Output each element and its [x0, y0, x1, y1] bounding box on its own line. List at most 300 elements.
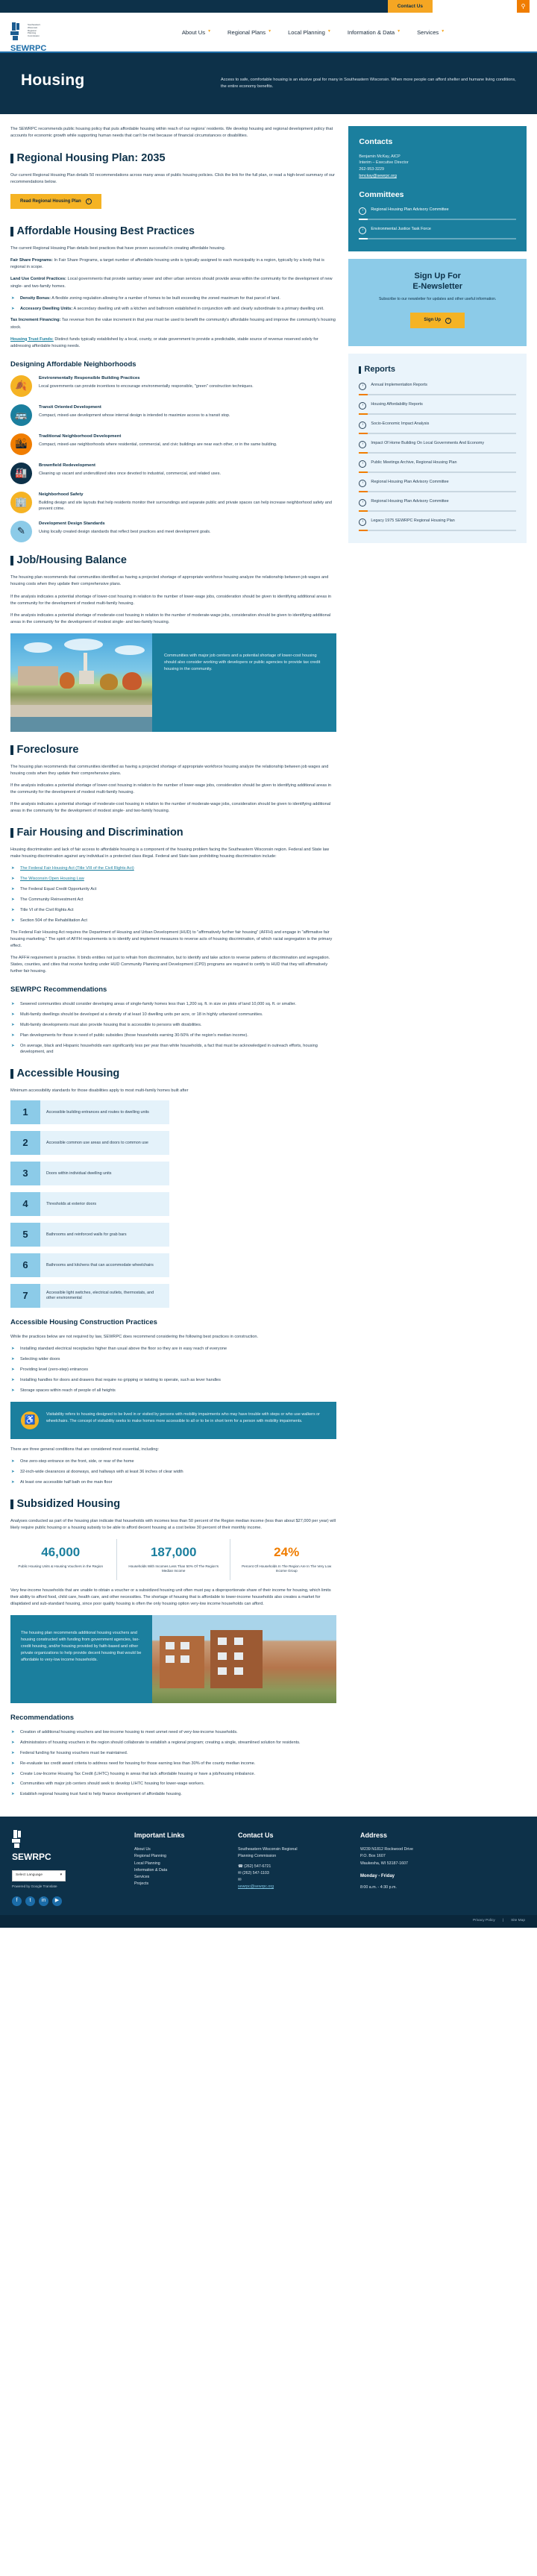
nav-label: Services: [417, 28, 439, 36]
subheading-recommendations: Recommendations: [10, 1714, 74, 1723]
list-item: ➤ Storage spaces within reach of people of all heights: [10, 1388, 336, 1394]
footer-links-column: [134, 1830, 227, 1905]
best-practice-land-use: [10, 276, 336, 289]
item-text: Bathrooms and kitchens that can accommodate wheelchairs: [40, 1253, 169, 1277]
accessible-item: [10, 1192, 169, 1216]
divider: [359, 471, 516, 473]
report-label: Legacy 1975 SEWRPC Regional Housing Plan: [371, 518, 455, 523]
subsidized-intro: Analyses conducted as part of the housing plan indicate that households with incomes less than 50 percent of the Region median income (less than about $27,000 per year) will likely require public housing or a housing subsidy to be able to afford decent housing at a cost below 30 percent of their monthly income.: [10, 1518, 336, 1530]
visitability-text: Visitability refers to housing designed to be lived in or visited by persons with mobility impairments who may have trouble with steps or who use walkers or wheelchairs. The concept of visitability seeks to make homes more accessible to all or to be in short term for a person with mobility impairments.: [46, 1411, 320, 1423]
committees-title: Committees: [359, 189, 404, 199]
main-content: [10, 126, 336, 1803]
section-heading-subsidized-housing: [10, 1497, 336, 1512]
facebook-icon[interactable]: f: [12, 1896, 22, 1906]
list-item: [10, 865, 336, 872]
list-item: ➤ The Federal Equal Credit Opportunity Act: [10, 886, 336, 893]
chevron-right-icon: ›: [359, 402, 366, 410]
list-item: ➤ Creation of additional housing vouchers and low-income housing to meet unmet need of very-low-income households.: [10, 1729, 336, 1736]
nav-item-about-us[interactable]: [182, 28, 211, 37]
housing-trust-funds-link[interactable]: Housing Trust Funds:: [10, 336, 54, 342]
footer-phone-2[interactable]: [238, 1870, 350, 1877]
chevron-down-icon: ▼: [441, 29, 445, 34]
report-item-socio-economic-impact[interactable]: [359, 422, 516, 434]
list-item: ➤ Sewered communities should consider developing areas of single-family homes less than 1,200 sq. ft. in size on plots of land 10,000 sq. ft. or smaller.: [10, 1001, 336, 1008]
footer-link-services[interactable]: Services: [134, 1875, 150, 1880]
site-footer: [0, 1817, 537, 1914]
report-item-rhp-advisory-committee-1[interactable]: [359, 480, 516, 492]
principle-title: Transit Oriented Development: [39, 405, 101, 410]
section-heading-job-housing: [10, 553, 336, 568]
principle-transit-oriented: [10, 404, 336, 426]
heading-text: Job/Housing Balance: [16, 554, 127, 567]
factory-icon: 🏭: [10, 463, 32, 484]
chevron-right-icon: ›: [86, 198, 92, 204]
phone-icon: ☎: [238, 1864, 243, 1869]
recommendations-list: [10, 1729, 336, 1799]
footer-link-projects[interactable]: Projects: [134, 1881, 149, 1887]
term-desc: A flexible zoning regulation allowing for a number of homes to be built exceeding the zoned maximum for that parcel of land.: [51, 295, 280, 301]
best-practices-intro: The current Regional Housing Plan details best practices that have proven successful in creating affordable housing.: [10, 246, 226, 251]
heading-bar-icon: [10, 1499, 13, 1509]
report-item-impact-home-building[interactable]: [359, 441, 516, 454]
divider: [359, 530, 516, 531]
report-label: Housing Affordability Reports: [371, 401, 423, 407]
divider: [359, 394, 516, 395]
list-item: [10, 876, 336, 883]
chevron-down-icon: ▼: [268, 29, 272, 34]
contact-role: Interim – Executive Director: [359, 160, 409, 166]
principle-environmentally-responsible: [10, 375, 336, 397]
stat-households-below-median: [123, 1539, 223, 1580]
utility-right-pad: [530, 0, 537, 13]
heading-bar-icon: [10, 556, 13, 565]
foreclosure-p2: If the analysis indicates a potential shortage of lower-cost housing in relation to the number of lower-wage jobs, consideration should be given to identifying additional areas in the community for the development of modest multi-family housing.: [10, 783, 332, 795]
subsidized-image-callout: [10, 1615, 336, 1703]
fair-housing-intro: Housing discrimination and lack of fair access to affordable housing is a component of the housing problem facing the Southeastern Wisconsin region. Federal and State law make housing discrimination against any individual in a protected class illegal. Federal and State laws prohibiting housing discrimination include:: [10, 847, 330, 859]
principle-brownfield: [10, 463, 336, 484]
social-links: [12, 1896, 124, 1906]
list-item: ➤ Communities with major job centers should seek to develop LIHTC housing for lower-wage workers.: [10, 1781, 336, 1787]
report-item-housing-affordability[interactable]: [359, 402, 516, 415]
committee-item-regional-housing-plan[interactable]: [359, 207, 516, 220]
best-practice-trust-funds: [10, 336, 336, 350]
mail-icon: ✉: [238, 1878, 242, 1883]
list-item: ➤ Administrators of housing vouchers in the region should collaborate to establish a regional program; creating a single, streamlined solution for residents.: [10, 1740, 336, 1746]
button-label: Sign Up: [424, 318, 442, 323]
term: Accessory Dwelling Units:: [20, 306, 73, 311]
stat-value: 46,000: [41, 1544, 81, 1559]
footer-link-information-data[interactable]: Information & Data: [134, 1867, 168, 1873]
nav-label: Regional Plans: [227, 28, 266, 36]
foreclosure-p1: The housing plan recommends that communities identified as having a projected shortage of appropriate workforce housing analyze the relationship between job wages and housing costs when they update their comprehensive plans.: [10, 764, 329, 776]
committee-label: Regional Housing Plan Advisory Committee: [371, 207, 449, 212]
fair-housing-p2: The AFFH requirement is proactive. It binds entities not just to refrain from discrimination, but to identify and take action to reverse patterns of discrimination and segregation. States, counties, and cities that receive funding under HUD Community Planning and Development (CPD) programs are required to certify to HUD that they will affirmatively further fair housing.: [10, 955, 330, 974]
list-item: [10, 295, 336, 302]
list-item: ➤ Federal funding for housing vouchers must be maintained.: [10, 1750, 336, 1757]
nav-label: Information & Data: [347, 28, 395, 36]
privacy-policy-link[interactable]: Privacy Policy: [472, 1918, 495, 1922]
list-item: ➤ Selecting wider doors: [10, 1356, 336, 1363]
committee-label: Environmental Justice Task Force: [371, 226, 431, 231]
chevron-right-icon: ›: [359, 227, 366, 234]
hours-title: Monday - Friday: [360, 1873, 395, 1878]
fair-housing-p1: The Federal Fair Housing Act requires the Department of Housing and Urban Development (HUD) to "affirmatively further fair housing" (AFFH) and engage in "affirmative fair housing marketing." The spirit of AFFH requirements is to identify and implement measures to reverse acts of housing discrimination, of which racial segregation is the primary effect.: [10, 930, 333, 948]
divider: [359, 238, 516, 239]
footer-email[interactable]: [238, 1877, 350, 1891]
footer-logo-column: [12, 1830, 124, 1905]
accessible-item: [10, 1131, 169, 1155]
section-heading-regional-plan: [10, 151, 336, 166]
sidebar: [348, 126, 527, 542]
item-number: 2: [10, 1131, 40, 1155]
foreclosure-p3: If the analysis indicates a potential shortage of moderate-cost housing in relation to the number of moderate-wage jobs, consideration should be given to identifying additional areas in the community for the development of modest single- and two-family housing.: [10, 801, 331, 813]
fax-label: (262) 547-1103: [242, 1870, 269, 1875]
report-label: Socio-Economic Impact Analysis: [371, 421, 430, 426]
city-photo: [10, 633, 152, 732]
logo-line-4: Planning: [28, 31, 37, 35]
list-item: ➤ At least one accessible half bath on the main floor: [10, 1479, 336, 1486]
principle-desc: Local governments can provide incentives to encourage environmentally responsible, "green" construction techniques.: [39, 383, 254, 389]
item-text: Thresholds at exterior doors: [40, 1192, 169, 1216]
fair-housing-laws-list: [10, 865, 336, 924]
chevron-right-icon: ›: [359, 518, 366, 526]
report-item-annual-implementation[interactable]: [359, 383, 516, 395]
site-logo[interactable]: [10, 22, 100, 42]
footer-link-regional-planning[interactable]: Regional Planning: [134, 1854, 166, 1859]
best-practice-fair-share: [10, 257, 336, 271]
essential-conditions-list: [10, 1458, 336, 1486]
job-housing-p2: If the analysis indicates a potential shortage of lower-cost housing in relation to the number of lower-wage jobs, consideration should be given to identifying additional areas in the community for the development of modest multi-family housing.: [10, 594, 332, 606]
leaf-icon: 🍂: [10, 375, 32, 397]
visitability-callout: [10, 1402, 336, 1439]
heading-bar-icon: [10, 828, 13, 838]
contact-us-button[interactable]: Contact Us: [388, 0, 433, 13]
chevron-right-icon: ›: [359, 460, 366, 468]
list-item: ➤ Installing standard electrical receptacles higher than usual above the floor so they are in easy reach of everyone: [10, 1346, 336, 1353]
reports-title: Reports: [364, 364, 395, 374]
sewrpc-logo-icon: [10, 22, 25, 42]
item-number: 6: [10, 1253, 40, 1277]
main-navigation: [0, 13, 537, 51]
heading-bar-icon: [10, 154, 13, 163]
principle-title: Neighborhood Safety: [39, 492, 84, 498]
divider: [359, 433, 516, 434]
list-item: ➤ One zero-step entrance on the front, side, or rear of the home: [10, 1458, 336, 1465]
legal-bar: [0, 1915, 537, 1928]
newsletter-card: [348, 259, 527, 346]
term-desc: In Fair Share Programs, a target number of affordable housing units is typically assigned to each municipality in a region, typically by a body that is regional in scope.: [10, 258, 324, 270]
list-item: ➤ On average, black and Hispanic households earn significantly less per year than white households, a fact that must be acknowledged in outreach efforts, housing development, and: [10, 1043, 336, 1056]
list-item: ➤ Create Low-Income Housing Tax Credit (LIHTC) housing in areas that lack affordable housing or have a job/housing imbalance.: [10, 1771, 336, 1778]
button-label: Read Regional Housing Plan: [20, 198, 81, 204]
heading-bar-icon: [10, 227, 13, 236]
search-input[interactable]: [433, 0, 517, 13]
logo-line-2: Wisconsin: [28, 25, 38, 29]
accessible-item: [10, 1223, 169, 1247]
list-item: ➤ Section 504 of the Rehabilitation Act: [10, 918, 336, 924]
best-practices-sub-list: [10, 295, 336, 313]
principle-title: Development Design Standards: [39, 521, 105, 527]
item-number: 7: [10, 1284, 40, 1308]
logo-line-3: Regional: [28, 28, 37, 32]
job-housing-p1: The housing plan recommends that communities identified as having a projected shortage of appropriate workforce housing analyze the relationship between job wages and housing costs when they update their comprehensive plans.: [10, 575, 329, 587]
fax-icon: ✉: [238, 1870, 242, 1875]
report-label: Impact Of Home Building On Local Governments And Economy: [371, 440, 485, 445]
construction-practices-list: [10, 1346, 336, 1394]
job-housing-callout-text: Communities with major job centers and a potential shortage of lower-cost housing should also consider working with developers or public agencies to provide tax credit housing in the community.: [152, 633, 336, 732]
list-item: ➤ 32-inch-wide clearances at doorways, and hallways with at least 36 inches of clear width: [10, 1469, 336, 1476]
chevron-right-icon: ›: [359, 383, 366, 390]
subheading-construction-practices: Accessible Housing Construction Practices: [10, 1318, 157, 1327]
chevron-right-icon: ›: [359, 422, 366, 429]
list-item: ➤ Installing handles for doors and drawers that require no gripping or twisting to operate, such as lever handles: [10, 1377, 336, 1384]
subsidized-callout-text: The housing plan recommends additional housing vouchers and housing constructed with funding from government agencies, tax-credit housing, and/or housing provided by faith-based and other private organizations to help provide decent housing that would be affordable to very-low income households.: [10, 1615, 152, 1703]
reports-card: [348, 354, 527, 543]
item-number: 4: [10, 1192, 40, 1216]
subsidized-p1: Very few-income households that are unable to obtain a voucher or a subsidized housing unit often must pay a disproportionate share of their income for housing, which limits their ability to afford food, child care, health care, and other necessities. The shortage of housing that is affordable to lower-income households also creates a market for dilapidated and sub-standard housing, since poor quality housing is often the only housing option very-low income households can afford.: [10, 1588, 331, 1606]
report-item-legacy-1975-plan[interactable]: [359, 518, 516, 531]
buildings-icon: 🏢: [10, 492, 32, 513]
linkedin-icon[interactable]: in: [39, 1896, 48, 1906]
term-desc: A secondary dwelling unit with a kitchen and bathroom established in conjunction with and clearly subordinate to a primary dwelling unit.: [72, 306, 324, 311]
term: Density Bonus:: [20, 295, 51, 301]
footer-contact-title: Contact Us: [238, 1831, 274, 1840]
stat-value: 24%: [274, 1544, 300, 1559]
contact-name: Benjamin McKay, AICP: [359, 154, 401, 159]
address-line-1: W239 N1812 Rockwood Drive: [360, 1847, 413, 1852]
term-desc: Distinct funds typically established by a local, county, or state government to provide a predictable, stable source of revenue reserved solely for addressing affordable housing needs.: [10, 336, 318, 348]
section-heading-fair-housing: [10, 825, 336, 841]
contact-phone: 262-953-3229: [359, 167, 384, 172]
page-title: Housing: [21, 72, 85, 89]
village-icon: 🏙: [10, 433, 32, 455]
footer-link-about-us[interactable]: About Us: [134, 1847, 151, 1852]
translate-note: Powered by Google Translate: [12, 1884, 57, 1888]
hero-intro: Access to safe, comfortable housing is an elusive goal for many in Southeastern Wisconsin. When more people can afford shelter and humane living conditions, the entire economy benefits.: [221, 78, 516, 89]
intro-paragraph: The SEWRPC recommends public housing policy that puts affordable housing within reach of our regions' residents. We develop housing and regional development policy that accounts for economic growth while supporting human needs that can't be met because of financial circumstances or disabilities.: [10, 127, 333, 139]
nav-item-information-data[interactable]: [348, 28, 401, 37]
item-text: Bathrooms and reinforced walls for grab bars: [40, 1223, 169, 1247]
plan-body: Our current Regional Housing Plan details 50 recommendations across many areas of public housing policies. Click the link for the full plan, or read a high-level summary of our recommendations below.: [10, 172, 335, 184]
youtube-icon[interactable]: ▶: [52, 1896, 62, 1906]
site-map-link[interactable]: Site Map: [511, 1918, 525, 1922]
chevron-right-icon: ›: [359, 480, 366, 487]
heading-text: Regional Housing Plan: 2035: [16, 151, 166, 164]
term-desc: Local governments that provide sanitary sewer and other urban services should provide areas within the community for the development of new single- and two-family homes.: [10, 277, 333, 289]
search-area: [433, 0, 530, 13]
item-number: 5: [10, 1223, 40, 1247]
stat-value: 187,000: [150, 1544, 197, 1559]
language-select-value: Select Language: [16, 1873, 43, 1878]
principle-desc: Compact, mixed-use neighborhoods where residential, commercial, and civic buildings are near each other, or in the same building.: [39, 442, 277, 447]
chevron-down-icon: ▼: [397, 29, 401, 34]
report-item-public-meetings-archive[interactable]: [359, 460, 516, 473]
principle-desc: Compact, mixed-use development whose internal design is intended to maximize access to a transit stop.: [39, 413, 230, 418]
item-text: Accessible light switches, electrical outlets, thermostats, and other environmental: [40, 1284, 169, 1308]
principle-desc: Cleaning up vacant and underutilized sites once devoted to industrial, commercial, and related uses.: [39, 471, 221, 476]
list-item: ➤ Plan developments for those in need of public subsidies (those households earning 30-50% of the region's median income).: [10, 1032, 336, 1039]
principle-desc: Using locally created design standards that reflect best practices and meet development goals.: [39, 529, 211, 534]
nav-item-local-planning[interactable]: [288, 28, 331, 37]
principle-neighborhood-safety: [10, 492, 336, 513]
accessibility-icon: ♿: [21, 1411, 39, 1429]
principle-title: Traditional Neighborhood Development: [39, 434, 122, 439]
language-select[interactable]: [12, 1870, 66, 1881]
accessible-standards-grid: [10, 1100, 336, 1308]
utility-bar: [0, 0, 537, 13]
sewrpc-recommendations-list: [10, 1001, 336, 1056]
list-item: ➤ Establish regional housing trust fund to help finance development of affordable housing.: [10, 1791, 336, 1798]
chevron-right-icon: ›: [359, 207, 366, 215]
heading-bar-icon: [10, 1069, 13, 1079]
report-item-rhp-advisory-committee-2[interactable]: [359, 499, 516, 512]
footer-phone-1[interactable]: [238, 1864, 350, 1870]
principle-title: Brownfield Redevelopment: [39, 463, 95, 468]
job-housing-p3: If the analysis indicates a potential shortage of moderate-cost housing in relation to the number of moderate-wage jobs, consideration should be given to identifying additional areas in the community for the development of modest single- and two-family housing.: [10, 612, 331, 624]
heading-bar-icon: [359, 366, 361, 374]
subheading-sewrpc-recommendations: SEWRPC Recommendations: [10, 985, 107, 994]
footer-logo-wordmark: SEWRPC: [12, 1852, 51, 1863]
divider: [359, 413, 516, 415]
divider: [359, 491, 516, 492]
stat-label: Households With Incomes Less Than 50% Of The Region's Median Income: [128, 1564, 219, 1573]
list-item: ➤ Re-evaluate tax credit award criteria to address need for housing for those earning less than 30% of the county median income.: [10, 1761, 336, 1767]
accessible-item: [10, 1100, 169, 1124]
footer-address-column: [360, 1830, 480, 1905]
apartment-photo: [152, 1615, 336, 1703]
logo-line-5: Commission: [28, 34, 40, 38]
footer-org-line2: Planning Commission: [238, 1854, 277, 1859]
logo-wordmark: SEWRPC: [10, 44, 47, 53]
item-text: Accessible building entrances and routes to dwelling units: [40, 1100, 169, 1124]
list-item: ➤ The Community Reinvestment Act: [10, 897, 336, 903]
stat-label: Public Housing Units & Housing Vouchers in the Region: [18, 1564, 104, 1568]
footer-org-line1: Southeastern Wisconsin Regional: [238, 1847, 298, 1852]
section-heading-best-practices: [10, 224, 336, 239]
item-number: 3: [10, 1162, 40, 1185]
newsletter-signup-button[interactable]: [410, 313, 465, 328]
law-link-wisconsin-open-housing[interactable]: The Wisconsin Open Housing Law: [20, 877, 84, 882]
term: Land Use Control Practices:: [10, 277, 66, 282]
logo-subtext: [28, 22, 40, 38]
term: Fair Share Programs:: [10, 258, 53, 263]
section-heading-foreclosure: [10, 742, 336, 758]
nav-links: [100, 28, 527, 37]
contacts-card: [348, 126, 527, 251]
construction-intro: While the practices below are not required by law, SEWRPC does recommend considering the following best practices in construction.: [10, 1335, 259, 1340]
report-label: Public Meetings Archive, Regional Housing Plan: [371, 460, 457, 465]
subheading-designing-neighborhoods: Designing Affordable Neighborhoods: [10, 360, 136, 369]
contacts-title: Contacts: [359, 137, 393, 147]
contact-email-link[interactable]: bmckay@sewrpc.org: [359, 173, 397, 178]
job-housing-image-callout: [10, 633, 336, 732]
chevron-right-icon: ›: [445, 318, 451, 324]
principle-title: Environmentally Responsible Building Practices: [39, 376, 140, 381]
drafting-icon: ✎: [10, 521, 32, 542]
committee-item-environmental-justice[interactable]: [359, 227, 516, 239]
term: Tax Increment Financing:: [10, 318, 61, 323]
stat-very-low-income-percent: [236, 1539, 336, 1580]
footer-address-title: Address: [360, 1831, 388, 1840]
list-item: [10, 306, 336, 313]
accessible-item: [10, 1162, 169, 1185]
heading-text: Accessible Housing: [16, 1068, 120, 1080]
stat-public-housing-units: [10, 1539, 110, 1580]
heading-text: Foreclosure: [16, 743, 79, 756]
chevron-down-icon: ▾: [60, 1873, 62, 1878]
chevron-down-icon: ▼: [327, 29, 331, 34]
item-text: Accessible common use areas and doors to common use: [40, 1131, 169, 1155]
divider: [359, 510, 516, 512]
stat-label: Percent Of Households In The Region Are In The Very Low Income Group: [242, 1564, 332, 1573]
law-link-federal-fair-housing-act[interactable]: The Federal Fair Housing Act (Title VIII of the Civil Rights Act): [20, 866, 134, 871]
principle-desc: Building design and site layouts that help residents monitor their surroundings and separate public and private spaces can help increase neighborhood safety and prevent crime.: [39, 500, 332, 512]
item-text: Doors within individual dwelling units: [40, 1162, 169, 1185]
list-item: ➤ Providing level (zero-step) entrances: [10, 1367, 336, 1373]
divider: [359, 452, 516, 454]
hero-left: [21, 69, 207, 92]
nav-label: Local Planning: [288, 28, 325, 36]
chevron-down-icon: ▼: [207, 29, 212, 34]
term-desc: Tax revenue from the value increment in that year must be used to benefit the community's affordable housing and improve the community's housing stock.: [10, 318, 336, 330]
bus-icon: 🚌: [10, 404, 32, 426]
report-label: Annual Implementation Reports: [371, 382, 427, 387]
nav-label: About Us: [181, 28, 206, 36]
footer-email-link[interactable]: sewrpc@sewrpc.org: [238, 1884, 274, 1890]
accessible-item: [10, 1284, 169, 1308]
chevron-right-icon: ›: [359, 441, 366, 448]
footer-contact-column: [238, 1830, 350, 1905]
phone-label: (262) 547-6721: [244, 1864, 271, 1869]
nav-item-regional-plans[interactable]: [227, 28, 271, 37]
sewrpc-logo-icon: [12, 1830, 27, 1849]
heading-text: Fair Housing and Discrimination: [16, 827, 183, 839]
nav-item-services[interactable]: [417, 28, 445, 37]
newsletter-body: Subscribe to our newsletter for updates and other useful information.: [378, 297, 497, 302]
divider: [359, 219, 516, 220]
hours-value: 8:00 a.m. - 4:30 p.m.: [360, 1885, 397, 1890]
address-line-3: Waukesha, WI 53187-1607: [360, 1861, 408, 1866]
twitter-icon[interactable]: t: [25, 1896, 35, 1906]
newsletter-title-line1: Sign Up For: [414, 271, 461, 281]
search-icon[interactable]: ⚲: [517, 0, 530, 13]
list-item: ➤ Title VI of the Civil Rights Act: [10, 907, 336, 914]
accessible-item: [10, 1253, 169, 1277]
report-label: Regional Housing Plan Advisory Committee: [371, 498, 449, 504]
list-item: ➤ Multi-family developments must also provide housing that is accessible to persons with disabilities.: [10, 1022, 336, 1029]
newsletter-title-line2: E-Newsletter: [412, 282, 463, 292]
subsidized-stats: [10, 1539, 336, 1580]
accessible-intro: Minimum accessibility standards for those disabilities apply to most multi-family homes built after: [10, 1088, 189, 1094]
hero-banner: [0, 53, 537, 114]
conditions-intro: There are three general conditions that are considered most essential, including:: [10, 1447, 160, 1452]
chevron-right-icon: ›: [359, 499, 366, 507]
stat-divider: [116, 1539, 117, 1580]
address-line-2: P.O. Box 1607: [360, 1854, 386, 1859]
footer-links-title: Important Links: [134, 1831, 185, 1840]
footer-link-local-planning[interactable]: Local Planning: [134, 1861, 160, 1866]
heading-bar-icon: [10, 745, 13, 755]
logo-line-1: Southeastern: [28, 23, 41, 26]
heading-text: Affordable Housing Best Practices: [16, 225, 195, 238]
heading-text: Subsidized Housing: [16, 1497, 121, 1510]
read-regional-housing-plan-button[interactable]: [10, 194, 101, 210]
principle-traditional-neighborhood: [10, 433, 336, 455]
best-practice-tif: [10, 317, 336, 330]
list-item: ➤ Multi-family dwellings should be developed at a density of at least 10 dwelling units per acre, or 18 in highly urbanized communities.: [10, 1012, 336, 1018]
reports-title-wrap: [359, 364, 516, 376]
legal-separator: |: [502, 1918, 504, 1922]
